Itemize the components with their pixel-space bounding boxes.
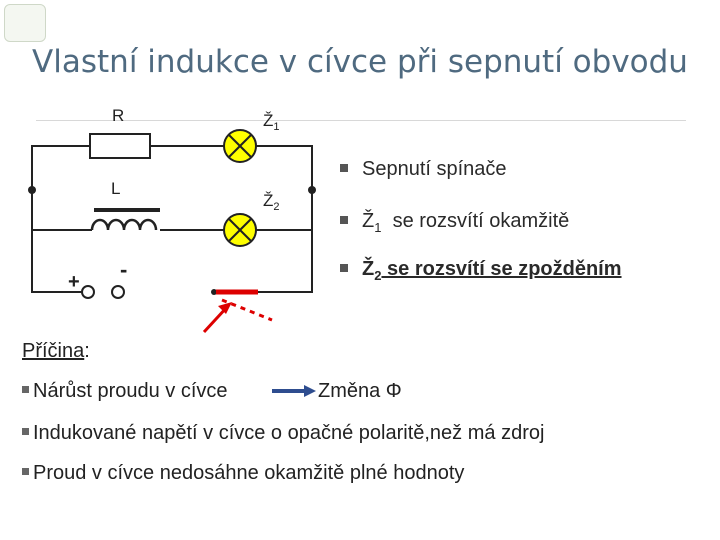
bullet-square-icon [340, 164, 348, 172]
bullet-square-icon [22, 428, 29, 435]
cause-line-3: Proud v cívce nedosáhne okamžitě plné hodnoty [22, 462, 464, 485]
bulb1-label: $Ž_1$ [263, 111, 280, 133]
plus-label: + [68, 271, 80, 293]
minus-label: - [120, 257, 128, 282]
bulb2-label: $Ž_2$ [263, 191, 280, 213]
cause-line-2: Indukované napětí v cívce o opačné polaritě,než má zdroj [22, 422, 544, 445]
junction-right [308, 186, 316, 194]
bulb1 [224, 130, 256, 162]
bullet-item-1: Sepnutí spínače [340, 158, 507, 181]
bullet-square-icon [340, 216, 348, 224]
resistor-label: R [112, 106, 125, 125]
page-title: Vlastní indukce v cívce při sepnutí obvodu [32, 44, 688, 80]
cause-heading: Příčina: [22, 340, 90, 362]
switch [204, 289, 272, 332]
resistor [90, 134, 150, 158]
bullet-square-icon [340, 264, 348, 272]
wire-top-left [32, 146, 90, 190]
inductor-label: L [111, 179, 121, 198]
cause-line-1: Nárůst proudu v cívce [22, 380, 228, 403]
bullet-square-icon [22, 468, 29, 475]
wire-top-right [256, 146, 312, 190]
terminal-minus [112, 286, 124, 298]
junction-left [28, 186, 36, 194]
bullet-item-3: $Ž_2$ se rozsvítí se zpožděním [340, 258, 622, 283]
inductor [92, 210, 160, 230]
cause-line-1-result: Změna Φ [318, 380, 402, 402]
wire-mid-left [32, 190, 92, 230]
bulb2 [224, 214, 256, 246]
terminal-plus [82, 286, 94, 298]
bullet-square-icon [22, 386, 29, 393]
arrow-right-icon [272, 384, 316, 398]
bullet-item-2: $Ž_1$ se rozsvítí okamžitě [340, 210, 569, 235]
